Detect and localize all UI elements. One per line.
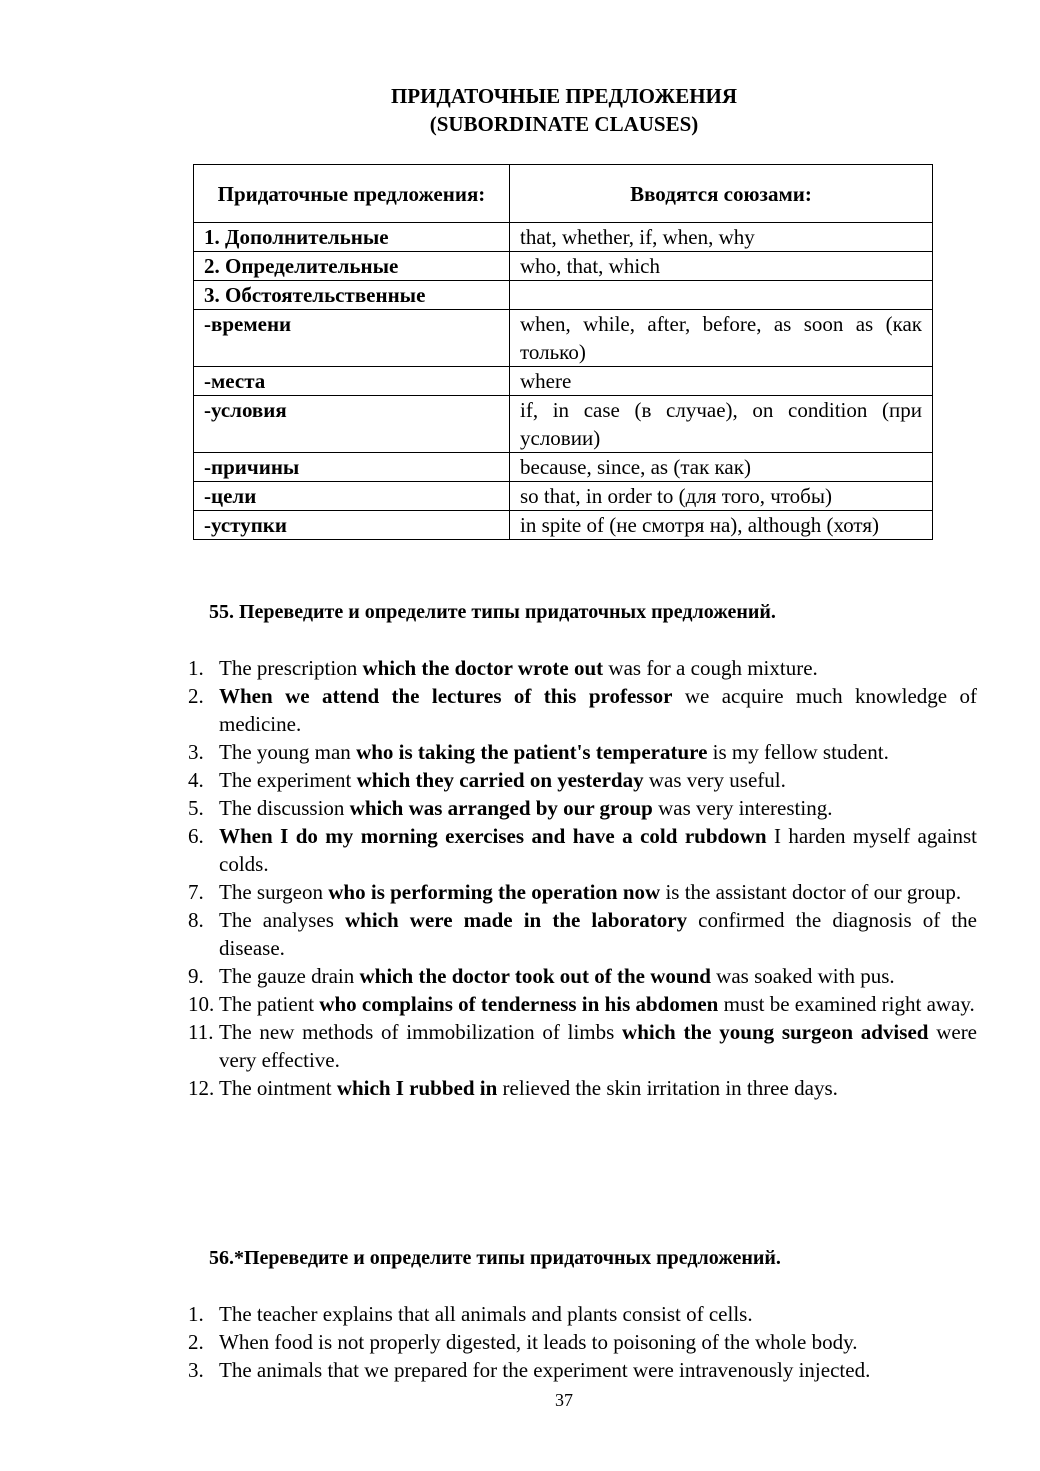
item-number: 6. xyxy=(188,824,204,848)
item-number: 11. xyxy=(188,1020,214,1044)
exercise-56-heading: 56.*Переведите и определите типы придаточных предложений. xyxy=(209,1247,781,1269)
item-text: confirmed the diagnosis of the disease. xyxy=(219,908,978,960)
item-number: 10. xyxy=(188,992,215,1016)
conjunctions-cell: when, while, after, before, as soon as (как только) xyxy=(510,310,933,367)
clause-type-cell: 3. Обстоятельственные xyxy=(194,281,510,310)
list-item xyxy=(188,738,977,766)
clause-type-cell: 2. Определительные xyxy=(194,252,510,281)
item-clause: who is performing the operation now xyxy=(328,880,661,904)
clause-table xyxy=(193,164,933,540)
list-item xyxy=(188,654,977,682)
table-header-clause-type: Придаточные предложения: xyxy=(194,165,510,223)
item-text: we acquire much knowledge of medicine. xyxy=(219,684,977,736)
conjunctions-cell: if, in case (в случае), on condition (при условии) xyxy=(510,396,933,453)
item-text: The prescription xyxy=(219,656,363,680)
item-number: 3. xyxy=(188,740,204,764)
item-clause: When I do my morning exercises and have a cold rubdown xyxy=(219,824,767,848)
item-clause: which the doctor wrote out xyxy=(362,656,604,680)
item-text: The animals that we prepared for the experiment were intravenously injected. xyxy=(219,1358,871,1382)
item-text: The experiment xyxy=(219,768,357,792)
list-item xyxy=(188,794,977,822)
exercise-56-list xyxy=(188,1300,977,1384)
conjunctions-cell: so that, in order to (для того, чтобы) xyxy=(510,482,933,511)
list-item xyxy=(188,1018,977,1074)
list-item xyxy=(188,962,977,990)
item-clause: which the young surgeon advised xyxy=(622,1020,929,1044)
item-clause: who is taking the patient's temperature xyxy=(356,740,708,764)
item-text: must be examined right away. xyxy=(718,992,975,1016)
item-number: 3. xyxy=(188,1358,204,1382)
item-number: 5. xyxy=(188,796,204,820)
conjunctions-cell: where xyxy=(510,367,933,396)
list-item xyxy=(188,1074,977,1102)
exercise-55-heading: 55. Переведите и определите типы придаточных предложений. xyxy=(209,601,776,623)
list-item xyxy=(188,766,977,794)
item-number: 1. xyxy=(188,656,204,680)
item-number: 2. xyxy=(188,684,204,708)
table-row xyxy=(194,223,933,252)
list-item xyxy=(188,878,977,906)
table-header-conjunctions: Вводятся союзами: xyxy=(510,165,933,223)
item-text: I harden myself against colds. xyxy=(219,824,977,876)
item-number: 9. xyxy=(188,964,204,988)
item-number: 8. xyxy=(188,908,204,932)
list-item xyxy=(188,1300,977,1328)
clause-type-cell: -уступки xyxy=(194,511,510,540)
item-number: 12. xyxy=(188,1076,215,1100)
list-item xyxy=(188,1356,977,1384)
item-text: The gauze drain xyxy=(219,964,360,988)
item-text: The analyses xyxy=(219,908,345,932)
page-subtitle: (SUBORDINATE CLAUSES) xyxy=(429,112,699,136)
item-clause: which were made in the laboratory xyxy=(345,908,688,932)
exercise-55-list xyxy=(188,654,977,1102)
item-clause: which they carried on yesterday xyxy=(356,768,644,792)
item-clause: which I rubbed in xyxy=(336,1076,498,1100)
table-row xyxy=(194,252,933,281)
list-item xyxy=(188,990,977,1018)
item-text: The surgeon xyxy=(219,880,329,904)
item-text: was for a cough mixture. xyxy=(603,656,818,680)
clause-type-cell: -причины xyxy=(194,453,510,482)
clause-type-cell: -места xyxy=(194,367,510,396)
list-item xyxy=(188,1328,977,1356)
table-row xyxy=(194,511,933,540)
conjunctions-cell: because, since, as (так как) xyxy=(510,453,933,482)
item-number: 1. xyxy=(188,1302,204,1326)
clause-type-cell: 1. Дополнительные xyxy=(194,223,510,252)
clause-type-cell: -времени xyxy=(194,310,510,367)
item-text: The new methods of immobilization of limbs xyxy=(219,1020,623,1044)
table-header-row xyxy=(194,165,933,223)
list-item xyxy=(188,822,977,878)
item-text: The patient xyxy=(219,992,320,1016)
item-text: was very interesting. xyxy=(652,796,833,820)
conjunctions-cell: who, that, which xyxy=(510,252,933,281)
table-row xyxy=(194,453,933,482)
item-text: The young man xyxy=(219,740,357,764)
item-text: The ointment xyxy=(219,1076,337,1100)
item-clause: who complains of tenderness in his abdomen xyxy=(319,992,719,1016)
table-row xyxy=(194,396,933,453)
conjunctions-cell: in spite of (не смотря на), although (хотя) xyxy=(510,511,933,540)
clause-type-cell: -условия xyxy=(194,396,510,453)
table-row xyxy=(194,367,933,396)
item-text: The teacher explains that all animals and plants consist of cells. xyxy=(219,1302,753,1326)
list-item xyxy=(188,682,977,738)
item-text: When food is not properly digested, it leads to poisoning of the whole body. xyxy=(219,1330,858,1354)
item-text: is the assistant doctor of our group. xyxy=(660,880,962,904)
item-text: relieved the skin irritation in three days. xyxy=(497,1076,838,1100)
table-row xyxy=(194,310,933,367)
item-number: 2. xyxy=(188,1330,204,1354)
item-text: was very useful. xyxy=(643,768,786,792)
page-title: ПРИДАТОЧНЫЕ ПРЕДЛОЖЕНИЯ xyxy=(390,84,738,108)
item-number: 7. xyxy=(188,880,204,904)
item-text: is my fellow student. xyxy=(707,740,889,764)
item-text: were very effective. xyxy=(219,1020,978,1072)
page-number: 37 xyxy=(555,1390,573,1410)
item-number: 4. xyxy=(188,768,204,792)
conjunctions-cell: that, whether, if, when, why xyxy=(510,223,933,252)
table-row xyxy=(194,281,933,310)
item-clause: When we attend the lectures of this professor xyxy=(219,684,673,708)
clause-type-cell: -цели xyxy=(194,482,510,511)
conjunctions-cell xyxy=(510,281,933,310)
item-clause: which the doctor took out of the wound xyxy=(359,964,711,988)
item-text: The discussion xyxy=(219,796,350,820)
item-text: was soaked with pus. xyxy=(710,964,895,988)
list-item xyxy=(188,906,977,962)
table-row xyxy=(194,482,933,511)
item-clause: which was arranged by our group xyxy=(349,796,653,820)
